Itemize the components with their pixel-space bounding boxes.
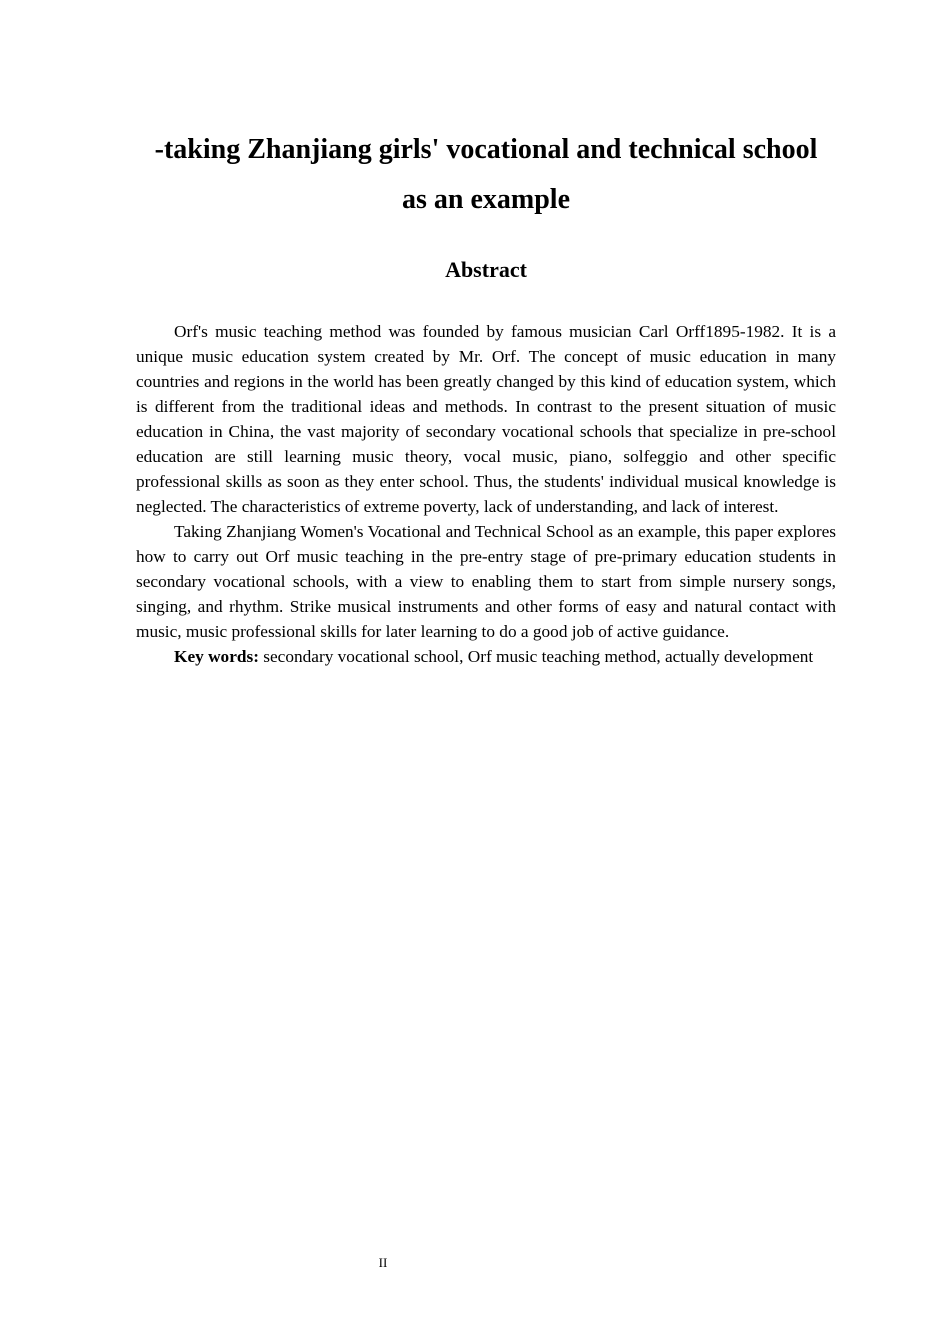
title-line-2: as an example bbox=[402, 184, 570, 215]
title-line-1: -taking Zhanjiang girls' vocational and technical school bbox=[154, 134, 818, 165]
keywords-paragraph bbox=[136, 644, 836, 669]
document-title bbox=[136, 125, 836, 225]
abstract-heading: Abstract bbox=[445, 257, 527, 282]
page-number: II bbox=[378, 1255, 388, 1270]
abstract-paragraph-1: Orf's music teaching method was founded by famous musician Carl Orff1895-1982. It is a unique music education system created by Mr. Orf. The concept of music education in many countries and regions in the world has been greatly changed by this kind of education system, which is different from the traditional ideas and methods. In contrast to the present situation of music education in China, the vast majority of secondary vocational schools that specialize in pre-school education are still learning music theory, vocal music, piano, solfeggio and other specific professional skills as soon as they enter school. Thus, the students' individual musical knowledge is neglected. The characteristics of extreme poverty, lack of understanding, and lack of interest. bbox=[136, 322, 836, 516]
abstract-paragraph-2: Taking Zhanjiang Women's Vocational and Technical School as an example, this paper explores how to carry out Orf music teaching in the pre-entry stage of pre-primary education students in secondary vocational schools, with a view to enabling them to start from simple nursery songs, singing, and rhythm. Strike musical instruments and other forms of easy and natural contact with music, music professional skills for later learning to do a good job of active guidance. bbox=[136, 522, 836, 641]
abstract-body bbox=[136, 319, 836, 669]
keywords-text: secondary vocational school, Orf music teaching method, actually development bbox=[258, 647, 814, 666]
keywords-label: Key words: bbox=[174, 647, 259, 666]
